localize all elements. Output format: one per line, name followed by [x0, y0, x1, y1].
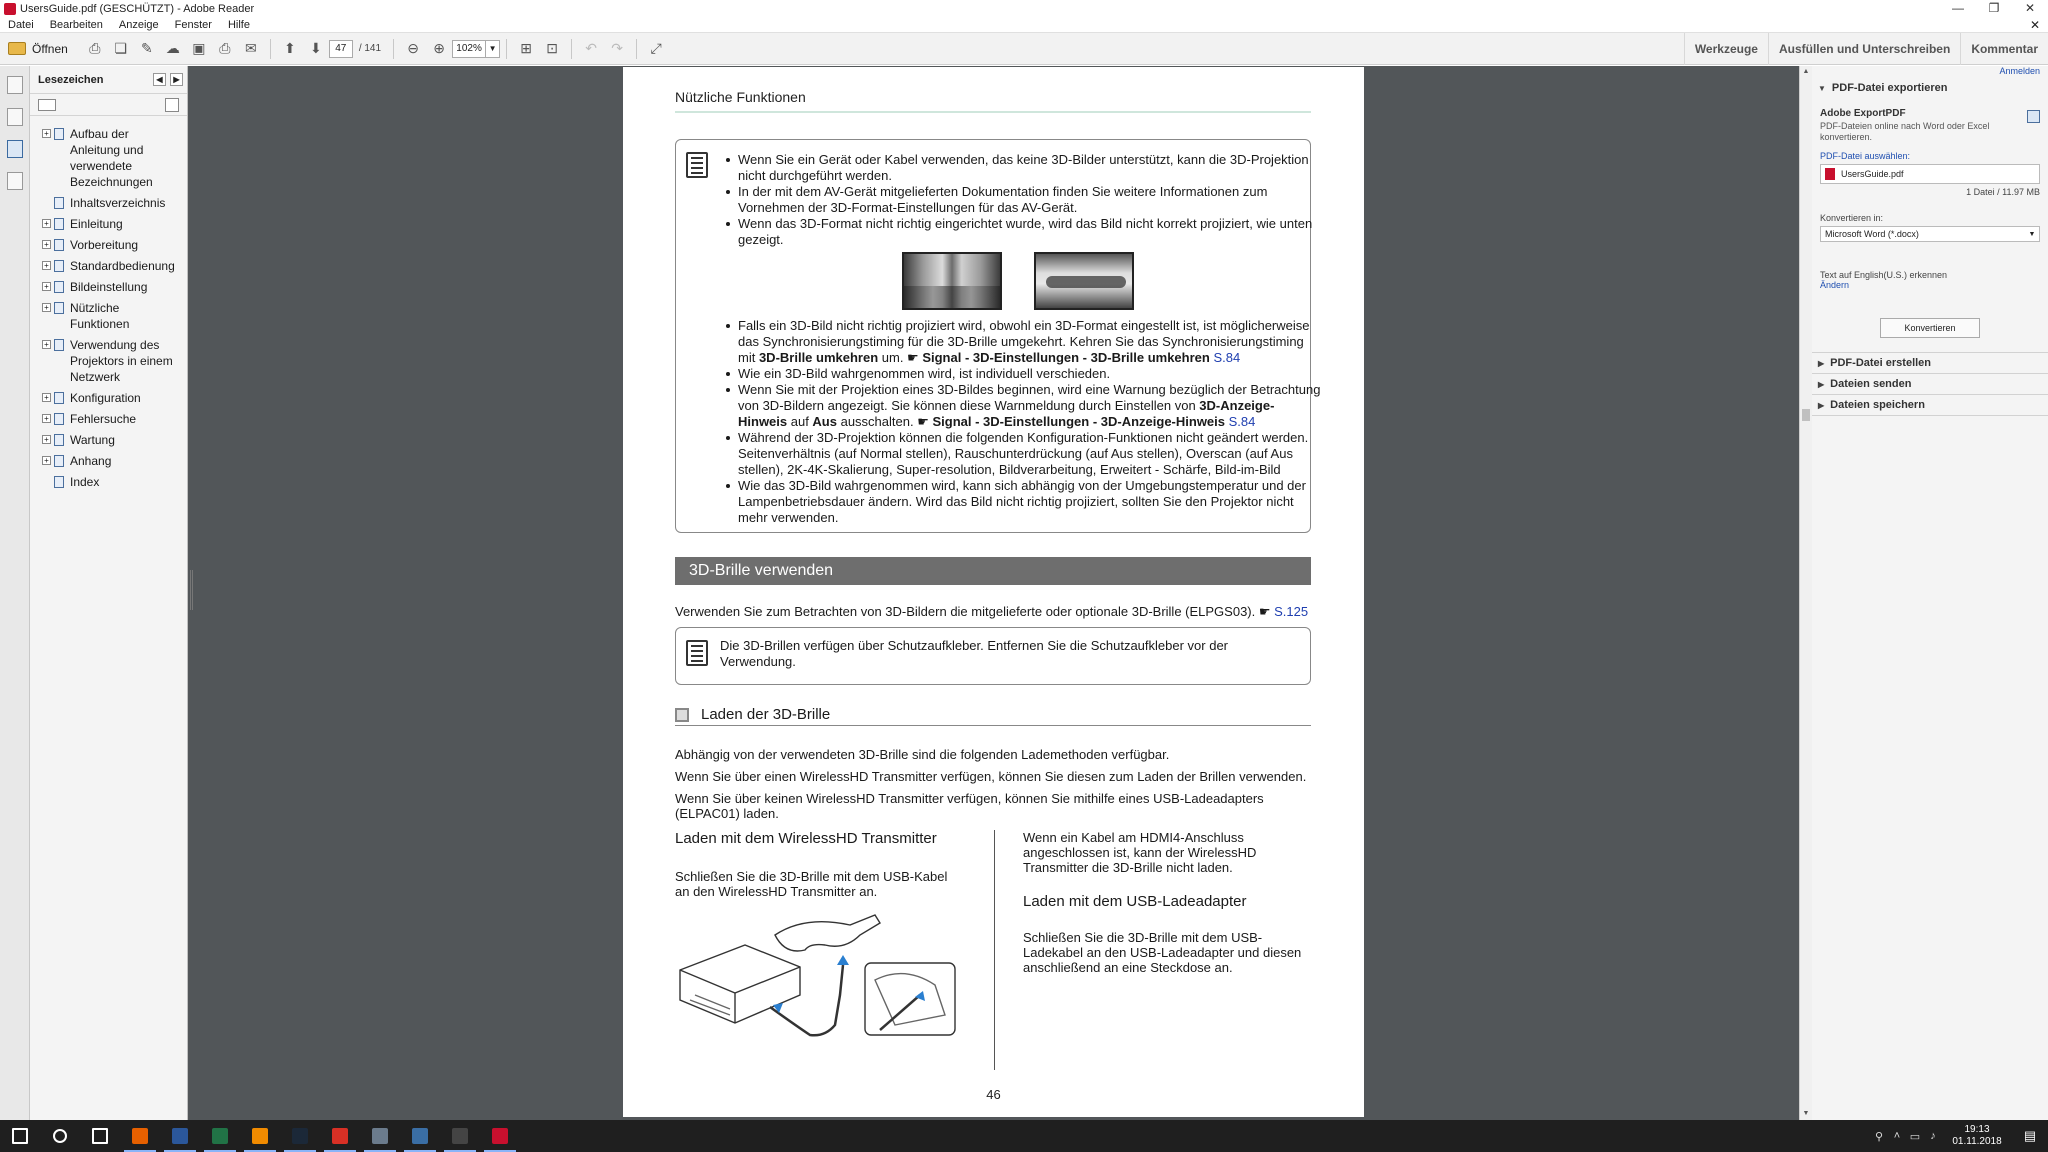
create-pdf-icon[interactable]: ⎙: [89, 40, 101, 56]
toolbar: [0, 33, 2048, 65]
pages-icon[interactable]: [7, 108, 23, 126]
expand-plus-icon[interactable]: +: [42, 340, 51, 349]
list-item: Wenn das 3D-Format nicht richtig eingerichtet wurde, wird das Bild nicht korrekt projiziert, wie unten gezeigt.: [726, 216, 1321, 248]
expand-plus-icon[interactable]: +: [42, 435, 51, 444]
adobe-reader-icon[interactable]: [480, 1120, 520, 1152]
bookmarks-tools: [30, 94, 187, 116]
bookmark-item[interactable]: [30, 411, 187, 427]
zoom-input[interactable]: 102%: [452, 40, 486, 58]
charging-illustration: [675, 905, 965, 1055]
open-label: Öffnen: [32, 41, 68, 56]
bookmark-item[interactable]: [30, 453, 187, 469]
right-column: [1023, 830, 1313, 975]
expand-plus-icon[interactable]: +: [42, 129, 51, 138]
format-value: Microsoft Word (*.docx): [1825, 229, 1919, 239]
note-text: Die 3D-Brillen verfügen über Schutzaufkleber. Entfernen Sie die Schutzaufkleber vor der Verwendung.: [720, 638, 1229, 669]
combine-icon[interactable]: ❏: [114, 40, 128, 56]
bookmark-item[interactable]: [30, 258, 187, 274]
bookmark-item[interactable]: [30, 474, 187, 490]
note-icon: [686, 640, 708, 666]
ocr-language: Text auf English(U.S.) erkennen: [1820, 270, 1948, 280]
attachment-icon[interactable]: [7, 172, 23, 190]
expand-plus-icon[interactable]: +: [42, 240, 51, 249]
bookmark-item[interactable]: [30, 337, 187, 385]
start-glyph: [12, 1128, 28, 1144]
left-column: [675, 830, 965, 899]
app-red-icon[interactable]: [320, 1120, 360, 1152]
close-document-button[interactable]: ✕: [2029, 17, 2040, 32]
bookmark-label: Index: [70, 475, 100, 489]
chevron-down-icon: ▼: [2028, 230, 2036, 238]
search-glyph: [53, 1129, 67, 1143]
note-box: [675, 139, 1321, 533]
bookmark-label: Verwendung des Projektors in einem Netzwerk: [70, 338, 173, 384]
bookmark-label: Einleitung: [70, 217, 123, 231]
bookmark-item[interactable]: [30, 279, 187, 295]
text: Verwenden Sie zum Betrachten von 3D-Bildern die mitgelieferte oder optionale 3D-Brille (ELPGS03). ☛: [675, 604, 1275, 619]
list-item: Während der 3D-Projektion können die folgenden Konfiguration-Funktionen nicht geändert werden. Seitenverhältnis (auf Normal stellen), Rauschunterdrückung (auf Aus stellen), Overscan (auf Aus stellen), 2K-4K-Skalierung, Super-resolution, Bildverarbeitung, Erweitert - Schärfe, Bild-im-Bild: [726, 430, 1321, 478]
toolbar-separator: [636, 39, 637, 59]
excel-icon[interactable]: [200, 1120, 240, 1152]
task-view-icon[interactable]: [80, 1120, 120, 1152]
save-icon[interactable]: ▣: [192, 40, 206, 56]
page-number: 46: [986, 1087, 1001, 1102]
clock[interactable]: [1942, 1124, 2012, 1148]
tab-kommentar[interactable]: Kommentar: [1960, 33, 2048, 65]
edit-icon[interactable]: ✎: [140, 40, 153, 56]
create-pdf-section[interactable]: [1812, 353, 2048, 374]
bookmark-label: Standardbedienung: [70, 259, 175, 273]
list-item: Wie ein 3D-Bild wahrgenommen wird, ist individuell verschieden.: [726, 366, 1321, 382]
bookmark-label: Vorbereitung: [70, 238, 139, 252]
spacer: [42, 477, 51, 486]
adobe-reader-app-icon: [4, 3, 16, 15]
subsection-heading: [675, 704, 1311, 726]
bookmark-page-icon: [54, 197, 64, 209]
fullscreen-icon[interactable]: ⤢: [650, 40, 662, 56]
intro-paragraph: [675, 604, 1315, 619]
menu-bar: [0, 17, 2048, 33]
email-icon[interactable]: ✉: [244, 40, 257, 56]
firefox-icon[interactable]: [120, 1120, 160, 1152]
vlc-glyph: [252, 1128, 268, 1144]
folder-icon: [8, 42, 26, 55]
toolbar-separator: [393, 39, 394, 59]
chevron-up-icon[interactable]: ˄: [1893, 1130, 1901, 1142]
note-icon: [686, 152, 708, 178]
list-item: Wenn Sie ein Gerät oder Kabel verwenden, das keine 3D-Bilder unterstützt, kann die 3D-Projektion nicht durchgeführt werden.: [726, 152, 1321, 184]
pdf-page: [623, 67, 1364, 1117]
list-item: Wie das 3D-Bild wahrgenommen wird, kann sich abhängig von der Umgebungstemperatur und der Lampenbetriebsdauer ändern. Wird das Bild nicht richtig projiziert, sollten Sie den Projektor nicht mehr verwenden.: [726, 478, 1321, 526]
window-controls: [1940, 0, 2048, 17]
column-text: Wenn ein Kabel am HDMI4-Anschluss angeschlossen ist, kann der WirelessHD Transmitter die 3D-Brille nicht laden.: [1023, 830, 1257, 875]
tools-panel: [1812, 66, 2048, 1120]
navigation-strip: [0, 66, 30, 1120]
expand-plus-icon[interactable]: +: [42, 219, 51, 228]
bold-text: 3D-Anzeige-Hinweis: [738, 398, 1275, 429]
bookmark-page-icon: [54, 239, 64, 251]
bookmark-page-icon: [54, 413, 64, 425]
page-link[interactable]: S.84: [1228, 414, 1256, 429]
open-button[interactable]: [8, 42, 68, 56]
window-title: UsersGuide.pdf (GESCHÜTZT) - Adobe Reader: [20, 2, 255, 15]
bookmark-item[interactable]: [30, 432, 187, 448]
list-item: [726, 382, 1321, 430]
bookmark-label: Konfiguration: [70, 391, 141, 405]
panel-splitter-handle[interactable]: [190, 570, 193, 610]
change-link[interactable]: Ändern: [1820, 280, 1850, 290]
app-film-icon[interactable]: [440, 1120, 480, 1152]
subsection-title: Laden der 3D-Brille: [701, 706, 831, 723]
example-images: [902, 252, 1166, 310]
export-section-header[interactable]: [1812, 78, 2048, 98]
list-item: In der mit dem AV-Gerät mitgelieferten Dokumentation finden Sie weitere Informationen zum Vornehmen der 3D-Format-Einstellungen für das AV-Gerät.: [726, 184, 1321, 216]
bookmark-item[interactable]: [30, 195, 187, 211]
service-name: Adobe ExportPDF: [1820, 108, 1906, 119]
selected-file[interactable]: [1820, 164, 2040, 184]
task-view-glyph: [92, 1128, 108, 1144]
bookmark-page-icon: [54, 302, 64, 314]
send-files-section[interactable]: [1812, 374, 2048, 395]
header-rule: [675, 111, 1311, 113]
notification-icon[interactable]: ▤: [2023, 1128, 2037, 1143]
scroll-up-icon[interactable]: ▲: [1802, 68, 1810, 75]
note-box: [675, 627, 1311, 685]
options-menu-icon[interactable]: [38, 99, 56, 111]
app-settings-icon[interactable]: [360, 1120, 400, 1152]
word-glyph: [172, 1128, 188, 1144]
toolbar-separator: [571, 39, 572, 59]
export-section: [1812, 78, 2048, 353]
paragraph: Wenn Sie über keinen WirelessHD Transmitter verfügen, können Sie mithilfe eines USB-Ladeadapters (ELPAC01) laden.: [675, 791, 1264, 821]
excel-glyph: [212, 1128, 228, 1144]
expand-plus-icon[interactable]: +: [42, 303, 51, 312]
page-total: / 141: [358, 43, 382, 54]
bookmark-page-icon: [54, 455, 64, 467]
bookmark-page-icon: [54, 218, 64, 230]
menu-anzeige[interactable]: Anzeige: [118, 18, 159, 31]
bookmark-label: Wartung: [70, 433, 115, 447]
page-number-input[interactable]: 47: [329, 40, 353, 58]
bookmark-item[interactable]: [30, 216, 187, 232]
column-text: Schließen Sie die 3D-Brille mit dem USB-Ladekabel an den USB-Ladeadapter und diesen anschließend an eine Steckdose an.: [1023, 930, 1302, 975]
bookmark-item[interactable]: [30, 300, 187, 332]
file-meta: 1 Datei / 11.97 MB: [1966, 187, 2040, 197]
service-description: PDF-Dateien online nach Word oder Excel konvertieren.: [1820, 121, 1990, 142]
expand-triangle-icon: ▶: [1818, 358, 1825, 368]
tab-ausfuellen[interactable]: Ausfüllen und Unterschreiben: [1768, 33, 1960, 65]
section-title: 3D-Brille verwenden: [675, 557, 1311, 585]
page-running-header: Nützliche Funktionen: [675, 89, 806, 105]
start-icon[interactable]: [0, 1120, 40, 1152]
convert-to-label: Konvertieren in:: [1820, 213, 1884, 223]
format-select[interactable]: [1820, 226, 2040, 242]
bold-text: 3D-Brille umkehren: [758, 350, 879, 365]
bookmarks-panel: [30, 66, 188, 1120]
save-files-section[interactable]: [1812, 395, 2048, 416]
bookmarks-header: [30, 66, 187, 94]
paragraph: Wenn Sie über einen WirelessHD Transmitter verfügen, können Sie diesen zum Laden der Brillen verwenden.: [675, 769, 1307, 784]
text: Falls ein 3D-Bild nicht richtig projiziert wird, obwohl ein 3D-Format eingestellt ist, ist möglicherweise das Synchronisierungstiming für die 3D-Brille umgekehrt. Kehren Sie das Synchronisierungstiming mit: [738, 318, 1310, 365]
toolbar-right-tabs: [1684, 33, 2048, 65]
list-item: [726, 318, 1321, 366]
page-link[interactable]: S.84: [1213, 350, 1241, 365]
steam-icon[interactable]: [280, 1120, 320, 1152]
search-icon[interactable]: [40, 1120, 80, 1152]
expand-plus-icon[interactable]: +: [42, 261, 51, 270]
clock-time: 19:13: [1964, 1124, 1990, 1135]
paragraph: Abhängig von der verwendeten 3D-Brille sind die folgenden Lademethoden verfügbar.: [675, 747, 1170, 762]
bookmark-icon[interactable]: [7, 140, 23, 158]
system-tray: [1870, 1124, 2048, 1148]
bookmark-item[interactable]: [30, 390, 187, 406]
bookmark-label: Fehlersuche: [70, 412, 137, 426]
bookmark-page-icon: [54, 281, 64, 293]
bookmark-label: Nützliche Funktionen: [70, 301, 130, 331]
fit-width-icon[interactable]: ⊡: [546, 40, 558, 56]
section-title: Dateien senden: [1830, 378, 1912, 390]
expand-panel-icon[interactable]: ▶: [170, 73, 183, 86]
bookmark-page-icon: [54, 392, 64, 404]
app-blue-icon[interactable]: [400, 1120, 440, 1152]
title-bar: [0, 0, 2048, 17]
vlc-icon[interactable]: [240, 1120, 280, 1152]
note-bullets: [726, 318, 1321, 526]
section-title: Dateien speichern: [1830, 399, 1925, 411]
convert-button[interactable]: Konvertieren: [1880, 318, 1980, 338]
previous-page-icon[interactable]: ⬆: [283, 40, 296, 56]
fit-page-icon[interactable]: ⊞: [520, 40, 532, 56]
bookmark-page-icon: [54, 260, 64, 272]
login-link[interactable]: Anmelden: [1999, 66, 2040, 76]
network-icon[interactable]: ▭: [1909, 1130, 1921, 1143]
square-bullet-icon: [675, 708, 689, 722]
adobe-reader-glyph: [492, 1128, 508, 1144]
scroll-thumb[interactable]: [1802, 409, 1810, 421]
minimize-button[interactable]: —: [1952, 1, 1964, 15]
incorrect-3d-image-1: [902, 252, 1002, 310]
menu-path: Signal - 3D-Einstellungen - 3D-Brille umkehren: [922, 350, 1210, 365]
bookmark-page-icon: [54, 434, 64, 446]
taskbar: [0, 1120, 2048, 1152]
app-blue-glyph: [412, 1128, 428, 1144]
app-film-glyph: [452, 1128, 468, 1144]
close-button[interactable]: ✕: [2024, 1, 2036, 15]
rotate-ccw-icon[interactable]: ↶: [585, 40, 597, 56]
text: ausschalten. ☛: [836, 414, 933, 429]
collapse-triangle-icon: ▼: [1818, 83, 1826, 93]
collapse-panel-icon[interactable]: ◀: [153, 73, 166, 86]
toolbar-separator: [506, 39, 507, 59]
bookmarks-title: Lesezeichen: [38, 73, 104, 86]
bookmark-item[interactable]: [30, 126, 187, 190]
column-divider: [994, 830, 995, 1070]
app-red-glyph: [332, 1128, 348, 1144]
menu-hilfe[interactable]: Hilfe: [227, 18, 250, 31]
export-title: PDF-Datei exportieren: [1831, 82, 1948, 94]
expand-plus-icon[interactable]: +: [42, 393, 51, 402]
expand-triangle-icon: ▶: [1818, 379, 1825, 389]
bookmark-item[interactable]: [30, 237, 187, 253]
text: auf: [787, 414, 813, 429]
firefox-glyph: [132, 1128, 148, 1144]
lock-icon[interactable]: [7, 76, 23, 94]
spacer: [42, 198, 51, 207]
column-heading: Laden mit dem USB-Ladeadapter: [1023, 893, 1247, 910]
bookmark-list: [30, 116, 187, 490]
bold-text: Aus: [812, 414, 837, 429]
tab-werkzeuge[interactable]: Werkzeuge: [1684, 33, 1768, 65]
people-icon[interactable]: ⚲: [1874, 1130, 1884, 1143]
expand-plus-icon[interactable]: +: [42, 456, 51, 465]
note-bullets: [726, 152, 1321, 248]
taskbar-apps: [0, 1120, 520, 1152]
expand-plus-icon[interactable]: +: [42, 414, 51, 423]
pdf-file-icon: [1825, 168, 1835, 180]
bookmark-label: Inhaltsverzeichnis: [70, 196, 166, 210]
zoom-out-icon[interactable]: ⊖: [407, 40, 419, 56]
clock-date: 01.11.2018: [1952, 1136, 2002, 1147]
text: um. ☛: [878, 350, 923, 365]
bookmark-label: Anhang: [70, 454, 112, 468]
menu-path: Signal - 3D-Einstellungen - 3D-Anzeige-Hinweis: [932, 414, 1226, 429]
incorrect-3d-image-2: [1034, 252, 1134, 310]
app-settings-glyph: [372, 1128, 388, 1144]
expand-plus-icon[interactable]: +: [42, 282, 51, 291]
bookmark-page-icon: [54, 128, 64, 140]
zoom-dropdown-icon[interactable]: ▼: [486, 40, 500, 58]
vertical-scrollbar[interactable]: [1799, 66, 1812, 1120]
section-title: PDF-Datei erstellen: [1830, 357, 1932, 369]
menu-fenster[interactable]: Fenster: [174, 18, 212, 31]
expand-triangle-icon: ▶: [1818, 400, 1825, 410]
select-file-label: PDF-Datei auswählen:: [1820, 151, 1911, 161]
menu-bearbeiten[interactable]: Bearbeiten: [49, 18, 103, 31]
volume-icon[interactable]: ♪: [1930, 1130, 1936, 1142]
next-page-icon[interactable]: ⬇: [309, 40, 322, 56]
column-text: Schließen Sie die 3D-Brille mit dem USB-Kabel an den WirelessHD Transmitter an.: [675, 869, 948, 899]
text: Wenn Sie mit der Projektion eines 3D-Bildes beginnen, wird eine Warnung bezüglich der Betrachtung von 3D-Bildern angezeigt. Sie können diese Warnmeldung durch Einstellen von: [738, 382, 1321, 413]
file-name: UsersGuide.pdf: [1841, 169, 1904, 179]
print-icon[interactable]: ⎙: [219, 40, 231, 56]
restore-button[interactable]: ❐: [1988, 1, 2000, 15]
toolbar-separator: [270, 39, 271, 59]
bookmark-label: Aufbau der Anleitung und verwendete Bezeichnungen: [70, 127, 153, 189]
bookmark-label: Bildeinstellung: [70, 280, 148, 294]
word-icon[interactable]: [160, 1120, 200, 1152]
bookmark-page-icon: [54, 339, 64, 351]
rotate-cw-icon[interactable]: ↷: [611, 40, 623, 56]
scroll-down-icon[interactable]: ▼: [1802, 1110, 1810, 1117]
export-service-icon: [2027, 110, 2040, 123]
bookmark-page-icon: [54, 476, 64, 488]
page-link[interactable]: S.125: [1274, 604, 1309, 619]
zoom-in-icon[interactable]: ⊕: [433, 40, 445, 56]
steam-glyph: [292, 1128, 308, 1144]
find-bookmark-icon[interactable]: [165, 98, 179, 112]
menu-datei[interactable]: Datei: [8, 18, 34, 31]
cloud-upload-icon[interactable]: ☁: [165, 40, 180, 56]
column-heading: Laden mit dem WirelessHD Transmitter: [675, 830, 937, 847]
